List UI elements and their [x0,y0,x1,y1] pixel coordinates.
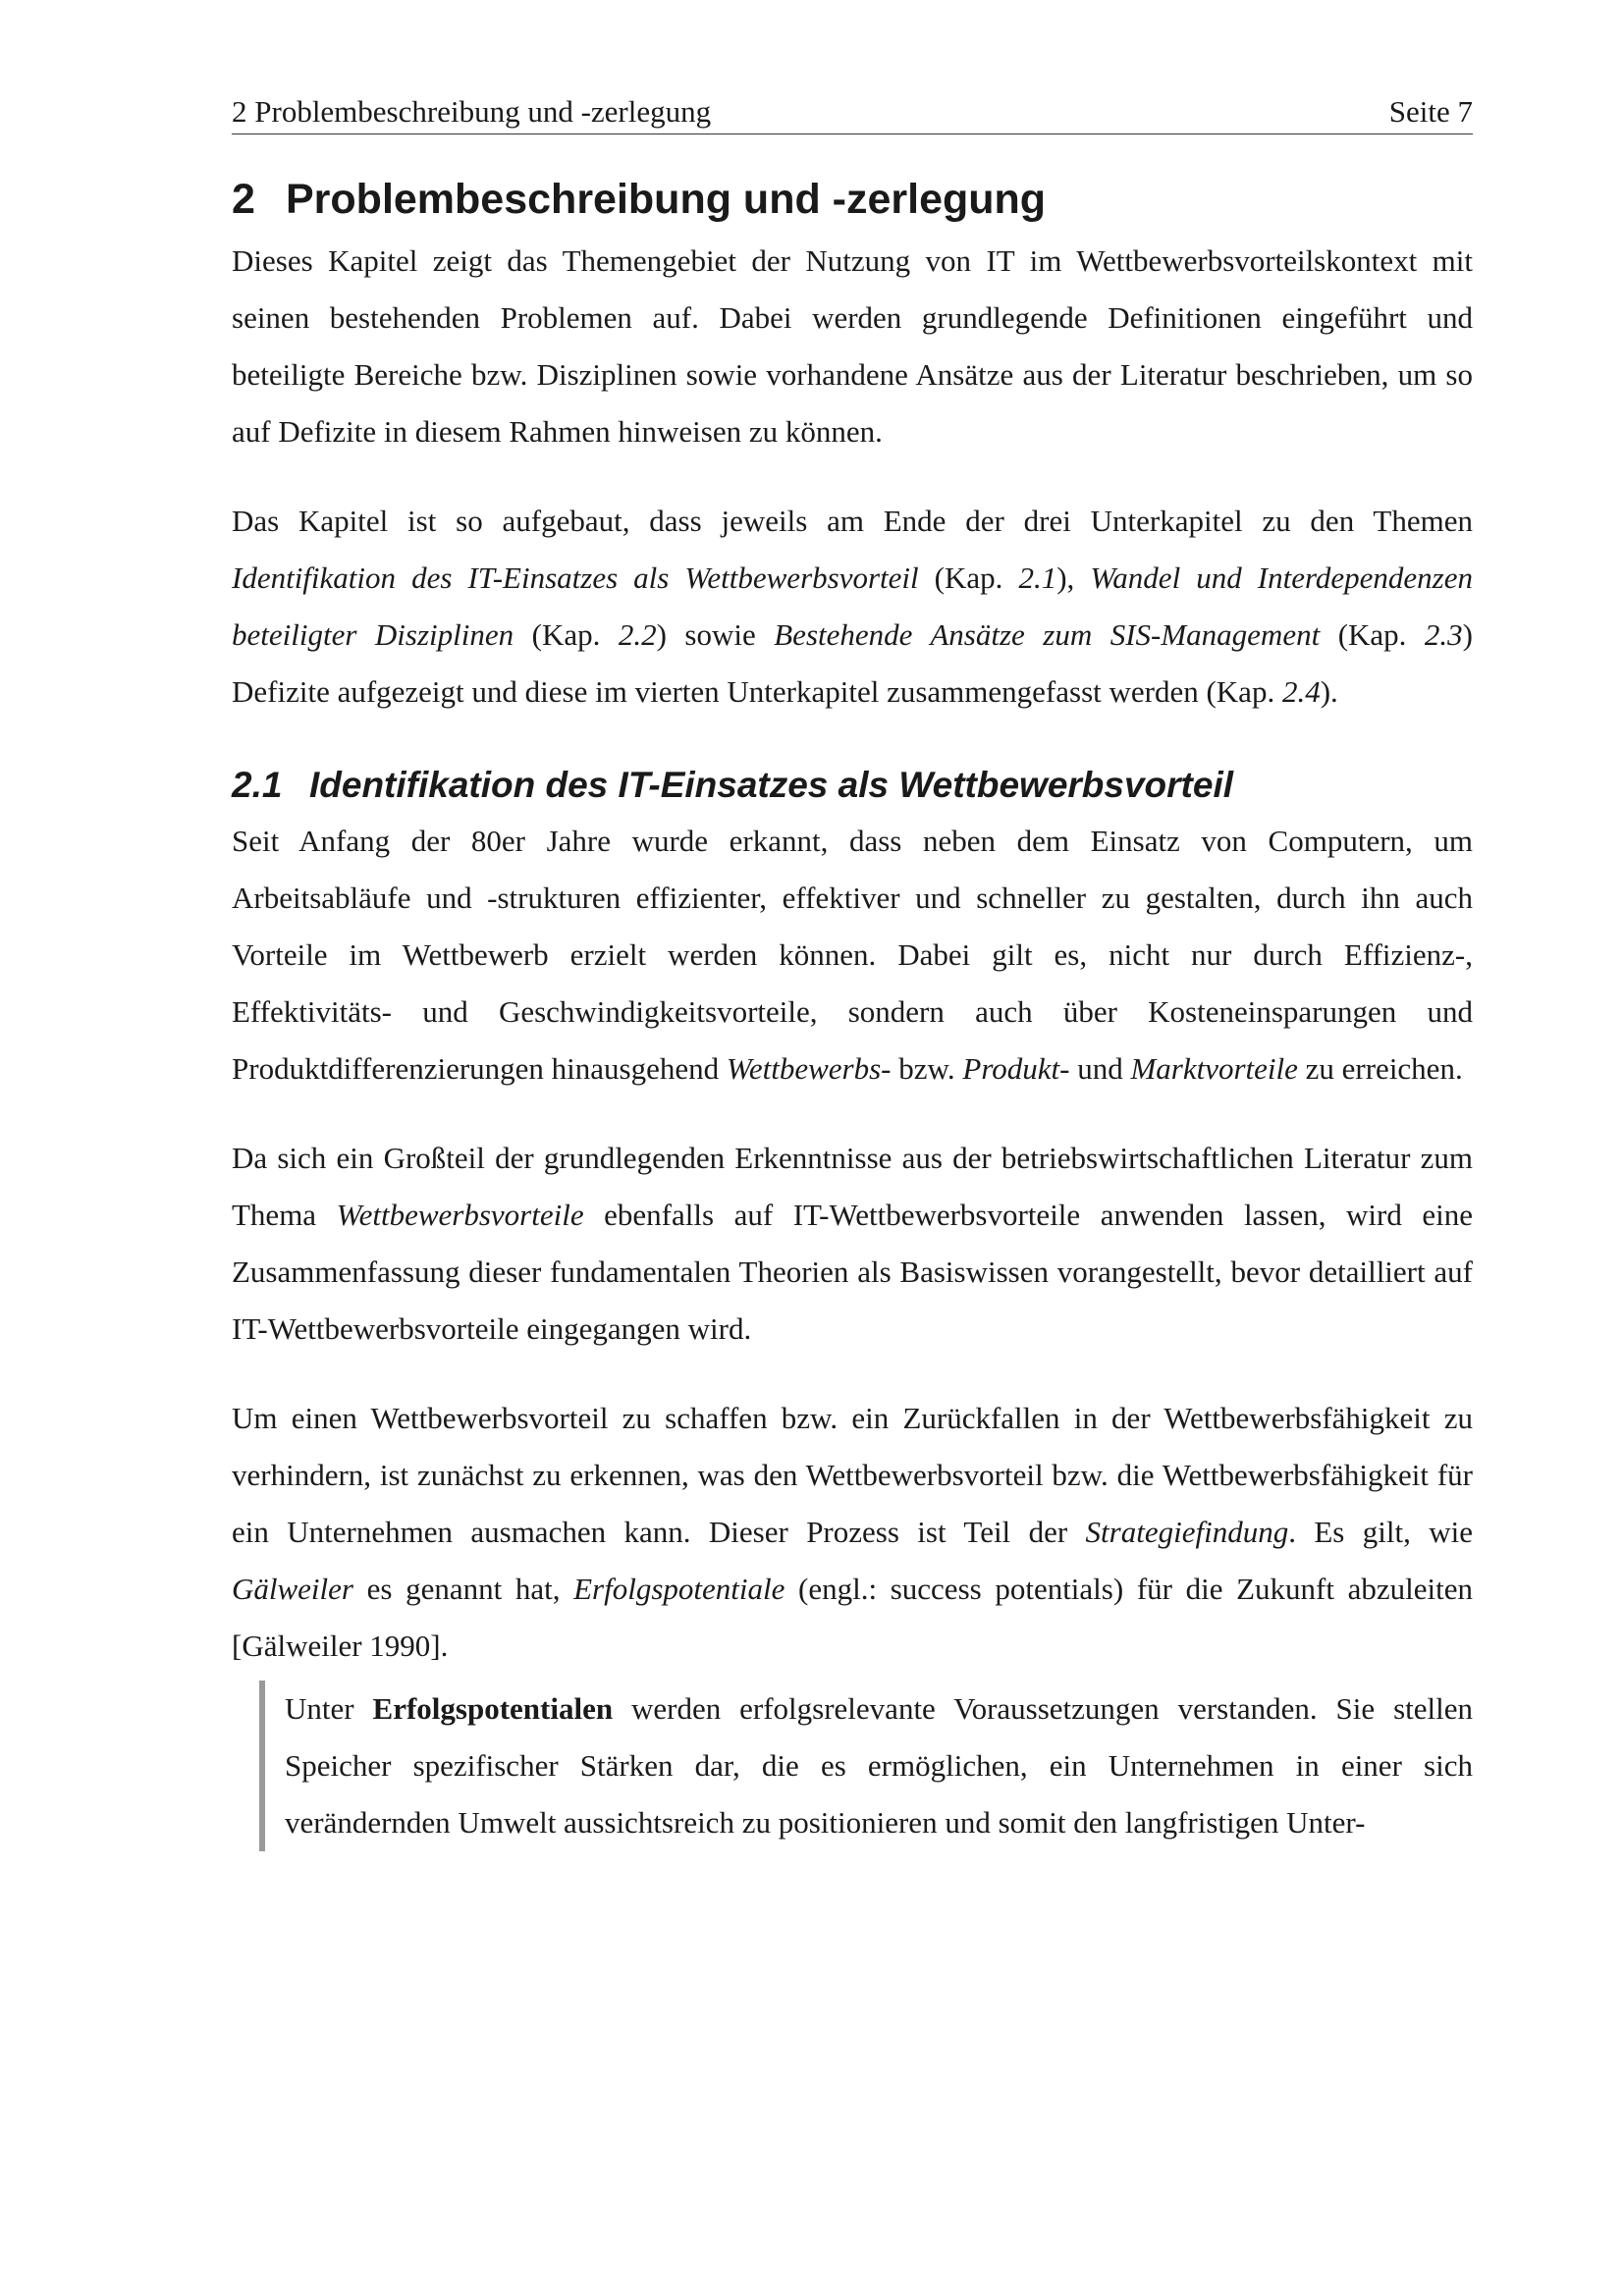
text-run: (Kap. [514,617,619,652]
text-run: Um einen Wettbewerbsvorteil zu schaffen bzw. ein Zurückfallen in der Wettbewerbsfähigkeit zu verhindern, ist zunächst zu erkennen, was den Wettbewerbsvorteil bzw. die Wettbewerbsfähigkeit für ein Unternehmen ausmachen kann. Dieser Prozess ist Teil der [232,1401,1473,1549]
definition-box [259,1681,1473,1851]
chapter-number: 2 [232,176,255,223]
emphasis-topic-2-3: Bestehende Ansätze zum SIS-Management [774,617,1321,652]
section-paragraph-3 [232,1390,1473,1675]
section-heading [232,762,1473,809]
page-number: Seite 7 [1388,94,1473,129]
text-run: Unter [285,1691,373,1726]
section-paragraph-2 [232,1130,1473,1358]
text-run: ) sowie [656,617,775,652]
section-number: 2.1 [232,765,283,805]
text-run: ). [1320,674,1338,709]
emphasis-term: Wettbewerbsvorteile [336,1198,584,1232]
text-run: Seit Anfang der 80er Jahre wurde erkannt, dass neben dem Einsatz von Computern, um Arbeitsabläufe und -strukturen effizienter, effektiver und schneller zu gestalten, durch ihn auch Vorteile im Wettbewerb erzielt werden können. Dabei gilt es, nicht nur durch Effizienz-, Effektivitäts- und Geschwindigkeitsvorteile, sondern auch über Kosteneinsparungen und Produktdifferenzierungen hinausgehend [232,824,1473,1086]
emphasis-term: Erfolgspotentiale [573,1572,785,1606]
chapter-ref-2-1[interactable]: 2.1 [1018,561,1057,595]
document-page [232,94,1473,1851]
intro-paragraph-2 [232,493,1473,721]
chapter-ref-2-3[interactable]: 2.3 [1424,617,1463,652]
text-run: werden erfolgsrelevante Voraussetzungen verstanden. Sie stellen Speicher spezifischer Stärken dar, die es ermöglichen, ein Unternehmen in einer sich verändernden Umwelt aussichtsreich zu positionieren und somit den langfristigen Unter- [285,1691,1473,1840]
emphasis-topic-2-1: Identifikation des IT-Einsatzes als Wettbewerbsvorteil [232,561,919,595]
chapter-ref-2-4[interactable]: 2.4 [1281,674,1321,709]
intro-paragraph-1: Dieses Kapitel zeigt das Themengebiet der Nutzung von IT im Wettbewerbsvorteilskontext mit seinen bestehenden Problemen auf. Dabei werden grundlegende Definitionen eingeführt und beteiligte Bereiche bzw. Disziplinen sowie vorhandene Ansätze aus der Literatur beschrieben, um so auf Defizite in diesem Rahmen hinweisen zu können. [232,243,1473,449]
text-run: und [1069,1051,1131,1086]
header-chapter-title: 2 Problembeschreibung und -zerlegung [232,94,712,129]
chapter-heading [232,172,1473,227]
text-run: ), [1056,561,1091,595]
definition-text [285,1681,1473,1851]
emphasis-term: Strategiefindung [1085,1515,1289,1549]
emphasis-term: Produkt- [962,1051,1070,1086]
emphasis-topic-2-2: Wandel und Interdependenzen beteiligter Disziplinen [232,561,1473,652]
running-header [232,94,1473,134]
text-run: Da sich ein Großteil der grundlegenden Erkenntnisse aus der betriebswirtschaftlichen Literatur zum Thema [232,1141,1473,1232]
text-run: (Kap. [1320,617,1425,652]
text-run: (engl.: success potentials) für die Zukunft abzuleiten [Gälweiler 1990]. [232,1572,1473,1663]
chapter-title: Problembeschreibung und -zerlegung [286,176,1047,223]
text-run: (Kap. [918,561,1019,595]
emphasis-term: Marktvorteile [1130,1051,1298,1086]
text-run: zu erreichen. [1297,1051,1463,1086]
text-run: bzw. [891,1051,963,1086]
section-paragraph-1 [232,813,1473,1097]
chapter-ref-2-2[interactable]: 2.2 [618,617,657,652]
section-title: Identifikation des IT-Einsatzes als Wettbewerbsvorteil [309,765,1234,805]
defined-term: Erfolgspotentialen [372,1691,614,1726]
text-run: . Es gilt, wie [1288,1515,1473,1549]
emphasis-term: Wettbewerbs- [726,1051,892,1086]
text-run: Das Kapitel ist so aufgebaut, dass jeweils am Ende der drei Unterkapitel zu den Themen [232,504,1473,538]
text-run: ) Defizite aufgezeigt und diese im vierten Unterkapitel zusammengefasst werden (Kap. [232,617,1473,709]
text-run: es genannt hat, [353,1572,574,1606]
emphasis-author: Gälweiler [232,1572,353,1606]
text-run: ebenfalls auf IT-Wettbewerbsvorteile anwenden lassen, wird eine Zusammenfassung dieser fundamentalen Theorien als Basiswissen vorangestellt, bevor detailliert auf IT-Wettbewerbsvorteile eingegangen wird. [232,1198,1473,1346]
